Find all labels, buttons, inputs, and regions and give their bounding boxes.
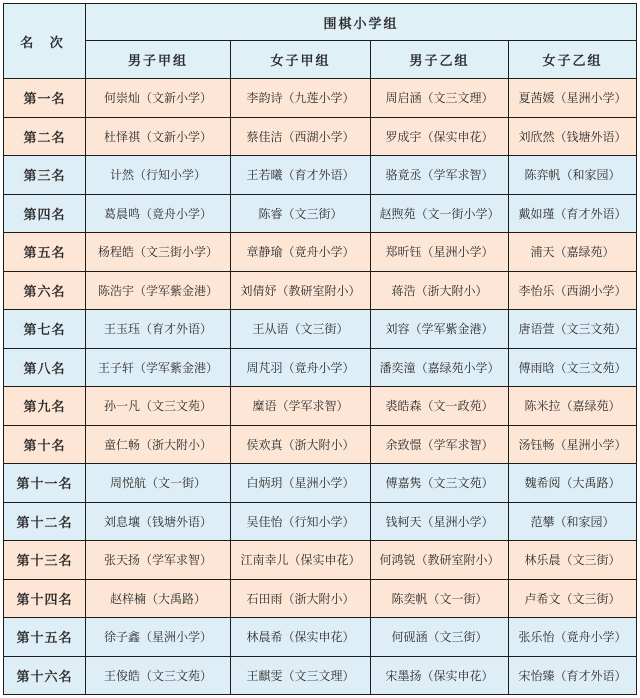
cell-girls-a: 江南幸儿（保实申花） (231, 541, 371, 580)
cell-girls-a: 白炳玥（星洲小学） (231, 464, 371, 503)
column-header-girls-a: 女子甲组 (231, 41, 371, 79)
cell-girls-a: 林晨希（保实申花） (231, 618, 371, 657)
group-title: 围棋小学组 (86, 4, 637, 41)
table-row (4, 656, 637, 695)
cell-girls-b: 唐语萱（文三文苑） (509, 310, 637, 349)
rank-cell: 第三名 (4, 156, 86, 195)
cell-girls-a: 王从语（文三街） (231, 310, 371, 349)
table-row (4, 579, 637, 618)
cell-girls-a: 王若曦（育才外语） (231, 156, 371, 195)
cell-girls-b: 宋怡臻（育才外语） (509, 656, 637, 695)
rank-cell: 第十六名 (4, 656, 86, 695)
cell-boys-b: 裘皓森（文一政苑） (371, 387, 509, 426)
header-row-columns (4, 41, 637, 79)
cell-boys-a: 何崇灿（文新小学） (86, 79, 231, 118)
cell-girls-a: 侯欢真（浙大附小） (231, 425, 371, 464)
cell-girls-b: 魏希阅（大禹路） (509, 464, 637, 503)
cell-girls-a: 王麒雯（文三文理） (231, 656, 371, 695)
cell-boys-b: 郑昕钰（星洲小学） (371, 233, 509, 272)
rank-cell: 第十四名 (4, 579, 86, 618)
table-row (4, 502, 637, 541)
rank-cell: 第八名 (4, 348, 86, 387)
rank-cell: 第十三名 (4, 541, 86, 580)
cell-girls-b: 陈弈帆（和家园） (509, 156, 637, 195)
table-body (4, 79, 637, 695)
cell-girls-b: 范攀（和家园） (509, 502, 637, 541)
table-row (4, 387, 637, 426)
cell-boys-b: 蒋浩（浙大附小） (371, 271, 509, 310)
rank-cell: 第二名 (4, 117, 86, 156)
cell-girls-b: 浦天（嘉绿苑） (509, 233, 637, 272)
cell-boys-b: 罗成宇（保实申花） (371, 117, 509, 156)
table-row (4, 618, 637, 657)
table-row (4, 310, 637, 349)
cell-boys-a: 计然（行知小学） (86, 156, 231, 195)
rank-cell: 第六名 (4, 271, 86, 310)
cell-boys-b: 骆竟丞（学军求智） (371, 156, 509, 195)
cell-girls-b: 林乐晨（文三街） (509, 541, 637, 580)
cell-boys-a: 陈浩宇（学军紫金港） (86, 271, 231, 310)
cell-girls-b: 李怡乐（西湖小学） (509, 271, 637, 310)
cell-boys-b: 何砚涵（文三街） (371, 618, 509, 657)
cell-boys-b: 周启涵（文三文理） (371, 79, 509, 118)
table-row (4, 541, 637, 580)
rank-cell: 第十一名 (4, 464, 86, 503)
column-header-boys-b: 男子乙组 (371, 41, 509, 79)
cell-girls-b: 夏茜媛（星洲小学） (509, 79, 637, 118)
cell-boys-a: 王子轩（学军紫金港） (86, 348, 231, 387)
cell-boys-b: 刘容（学军紫金港） (371, 310, 509, 349)
column-header-boys-a: 男子甲组 (86, 41, 231, 79)
cell-boys-a: 徐子鑫（星洲小学） (86, 618, 231, 657)
rank-cell: 第一名 (4, 79, 86, 118)
header-row-group (4, 4, 637, 41)
cell-girls-a: 吴佳怡（行知小学） (231, 502, 371, 541)
cell-boys-b: 陈奕帆（文一街） (371, 579, 509, 618)
rank-cell: 第十名 (4, 425, 86, 464)
cell-girls-a: 刘倩妤（教研室附小） (231, 271, 371, 310)
results-table-container (3, 3, 637, 695)
cell-boys-a: 赵梓楠（大禹路） (86, 579, 231, 618)
results-table (3, 3, 637, 695)
table-row (4, 464, 637, 503)
cell-girls-a: 周芃羽（竟舟小学） (231, 348, 371, 387)
cell-boys-a: 王俊皓（文三文苑） (86, 656, 231, 695)
table-row (4, 117, 637, 156)
rank-cell: 第九名 (4, 387, 86, 426)
cell-girls-b: 卢希文（文三街） (509, 579, 637, 618)
rank-cell: 第五名 (4, 233, 86, 272)
rank-cell: 第十五名 (4, 618, 86, 657)
rank-cell: 第七名 (4, 310, 86, 349)
cell-girls-a: 陈睿（文三街） (231, 194, 371, 233)
cell-girls-b: 戴如瑾（育才外语） (509, 194, 637, 233)
cell-girls-a: 蔡佳洁（西湖小学） (231, 117, 371, 156)
table-row (4, 233, 637, 272)
cell-boys-b: 潘奕潼（嘉绿苑小学） (371, 348, 509, 387)
cell-girls-b: 刘欣然（钱塘外语） (509, 117, 637, 156)
cell-boys-a: 刘息壤（钱塘外语） (86, 502, 231, 541)
cell-boys-a: 杨程皓（文三街小学） (86, 233, 231, 272)
table-row (4, 156, 637, 195)
cell-boys-a: 周悦航（文一街） (86, 464, 231, 503)
cell-girls-b: 傅雨晗（文三文苑） (509, 348, 637, 387)
cell-girls-b: 汤钰畅（星洲小学） (509, 425, 637, 464)
table-row (4, 348, 637, 387)
table-row (4, 425, 637, 464)
cell-girls-b: 张乐怡（竟舟小学） (509, 618, 637, 657)
cell-boys-a: 孙一凡（文三文苑） (86, 387, 231, 426)
table-row (4, 194, 637, 233)
column-header-girls-b: 女子乙组 (509, 41, 637, 79)
rank-cell: 第四名 (4, 194, 86, 233)
table-row (4, 271, 637, 310)
cell-boys-a: 童仁畅（浙大附小） (86, 425, 231, 464)
cell-boys-a: 杜怿祺（文新小学） (86, 117, 231, 156)
cell-girls-a: 糜语（学军求智） (231, 387, 371, 426)
table-row (4, 79, 637, 118)
cell-boys-b: 何鸿锐（教研室附小） (371, 541, 509, 580)
cell-boys-a: 王玉珏（育才外语） (86, 310, 231, 349)
cell-girls-a: 石田雨（浙大附小） (231, 579, 371, 618)
cell-girls-a: 章静瑜（竟舟小学） (231, 233, 371, 272)
rank-header: 名 次 (4, 4, 86, 79)
cell-boys-b: 傅嘉隽（文三文苑） (371, 464, 509, 503)
cell-boys-b: 钱柯天（星洲小学） (371, 502, 509, 541)
cell-boys-b: 余致憬（学军求智） (371, 425, 509, 464)
cell-boys-a: 张天扬（学军求智） (86, 541, 231, 580)
cell-girls-a: 李韵诗（九莲小学） (231, 79, 371, 118)
cell-girls-b: 陈米拉（嘉绿苑） (509, 387, 637, 426)
cell-boys-a: 葛晨鸣（竟舟小学） (86, 194, 231, 233)
rank-cell: 第十二名 (4, 502, 86, 541)
cell-boys-b: 赵煦苑（文一街小学） (371, 194, 509, 233)
cell-boys-b: 宋墨扬（保实申花） (371, 656, 509, 695)
